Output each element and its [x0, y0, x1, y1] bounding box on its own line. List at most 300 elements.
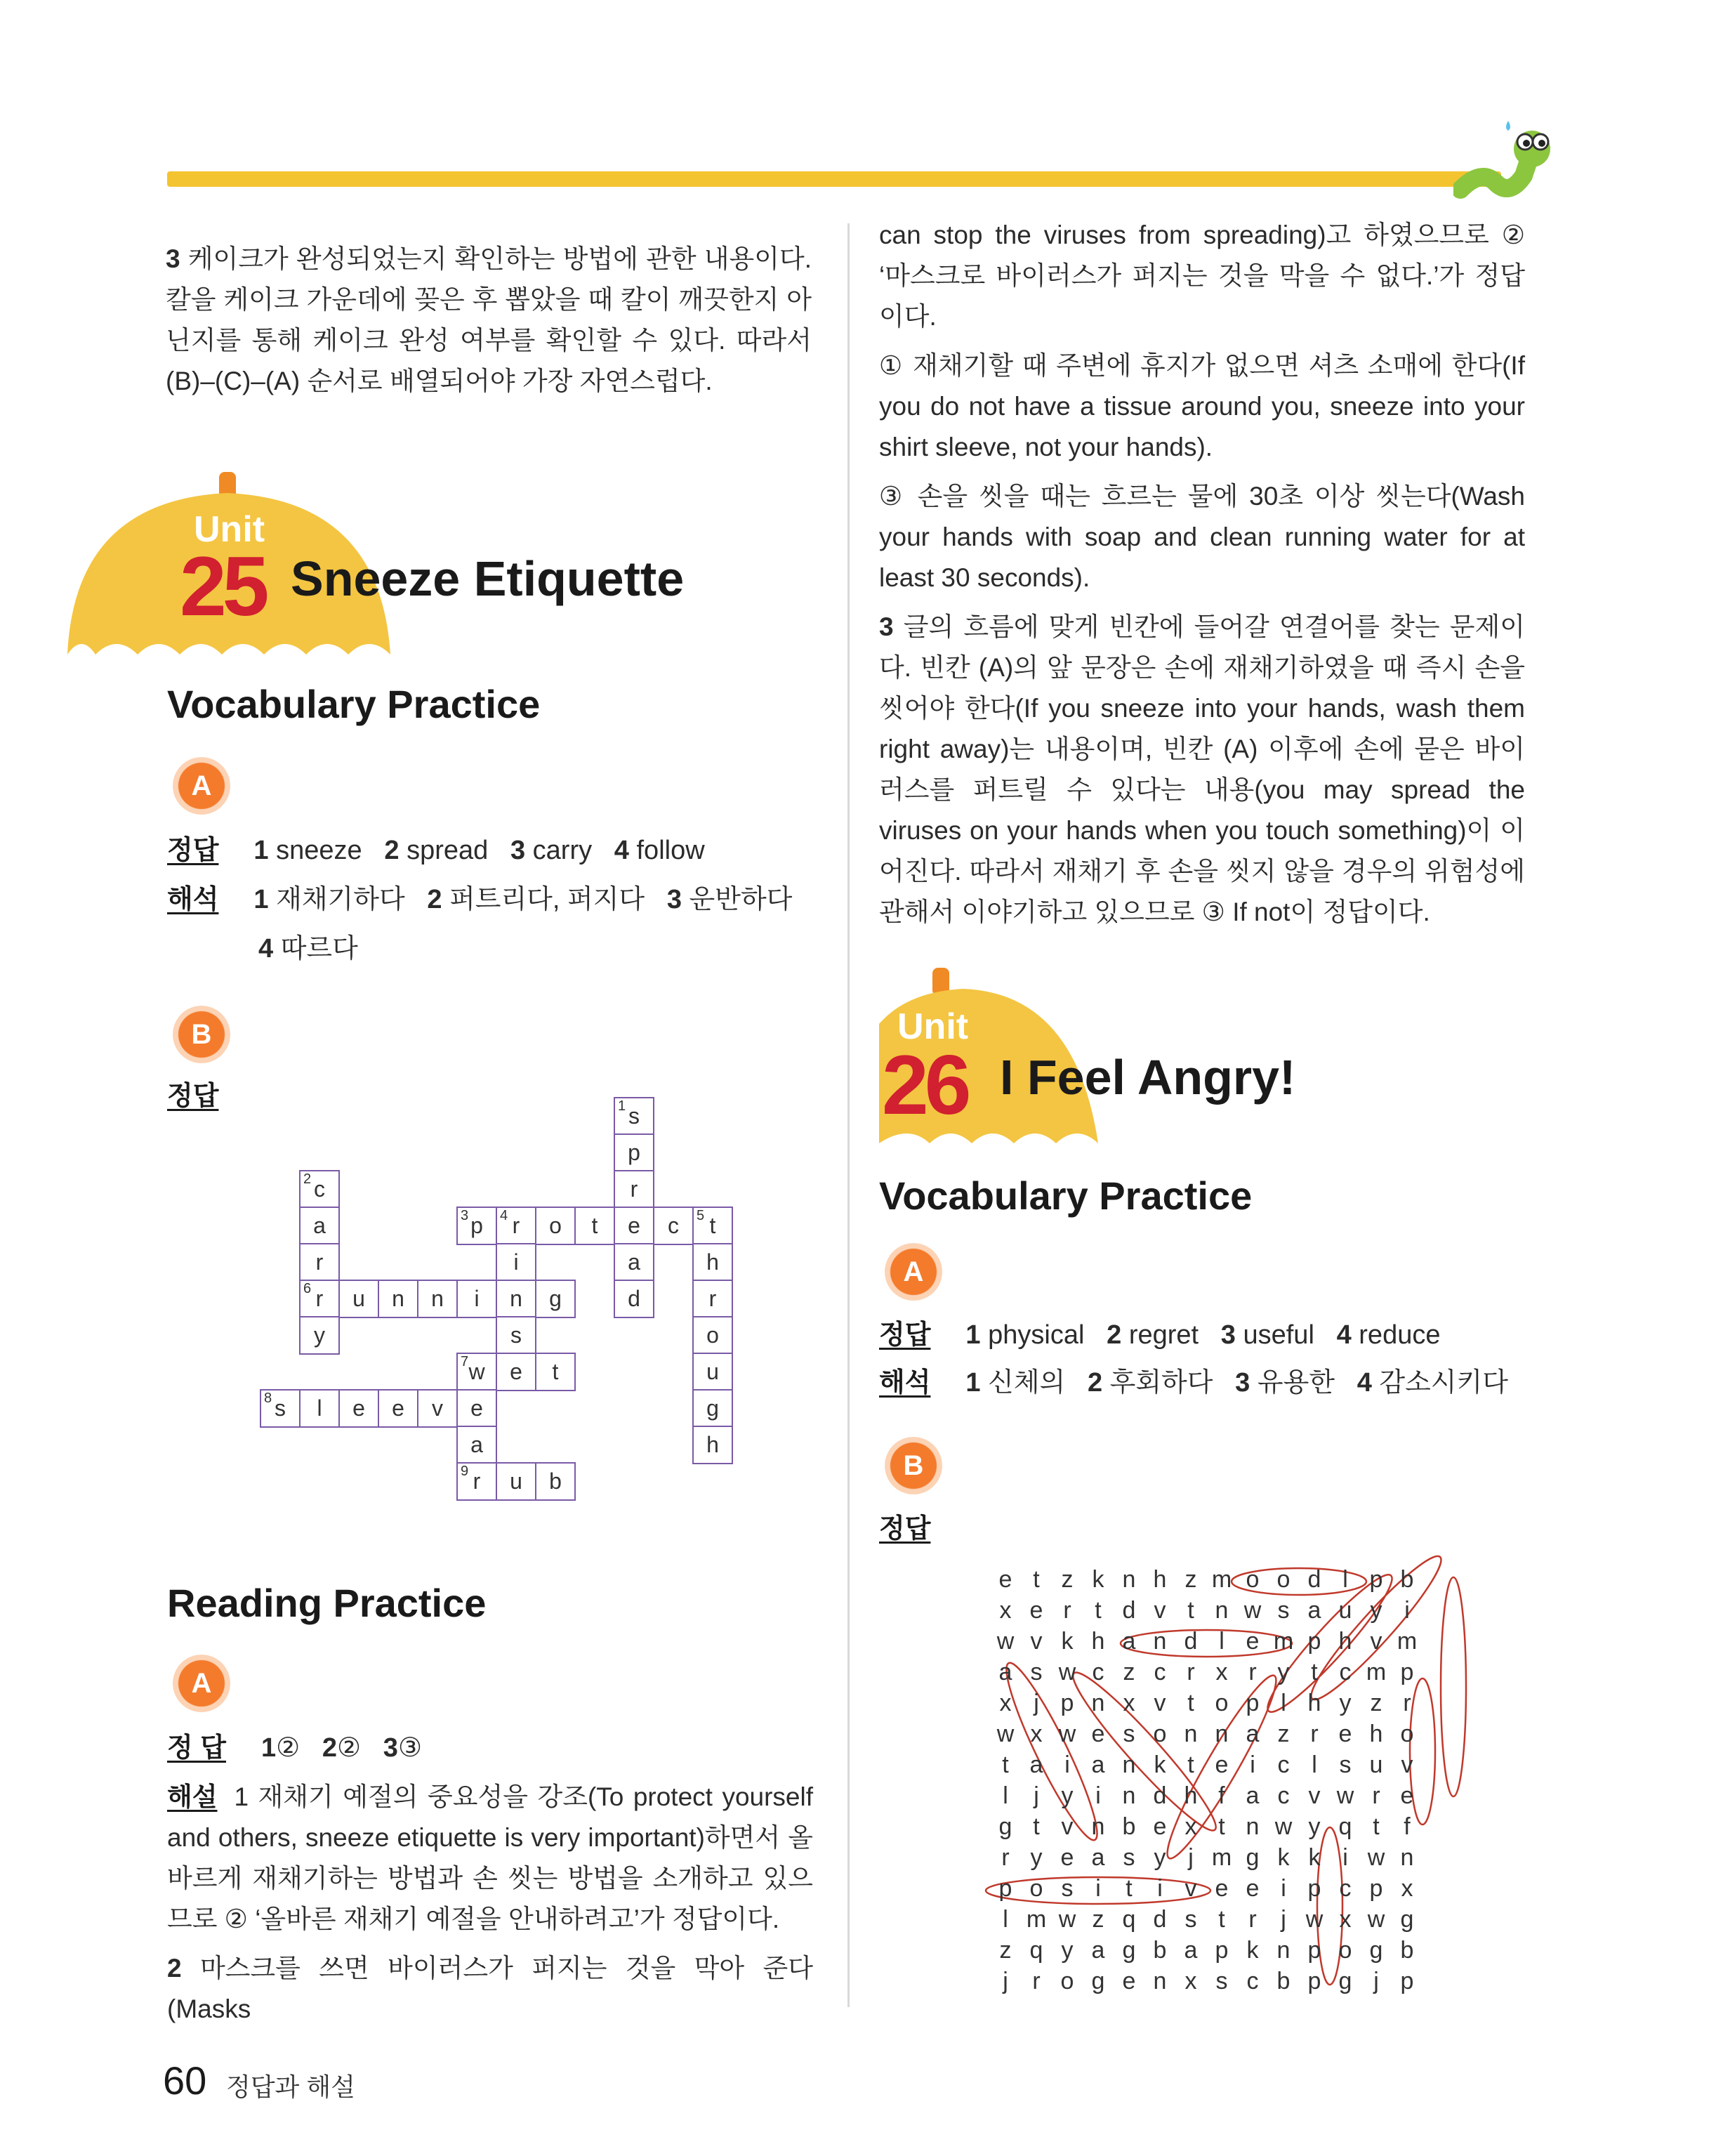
cell-letter: e [392, 1395, 404, 1421]
item-number: 4 [614, 836, 629, 865]
word-search-letter: w [1336, 1782, 1354, 1809]
cell-letter: o [706, 1322, 719, 1348]
word-search-letter: p [998, 1875, 1012, 1902]
crossword-cell [496, 1280, 536, 1318]
item-number: 1 [260, 1733, 277, 1763]
crossword-cell [299, 1280, 340, 1318]
word-search-letter: t [1373, 1813, 1380, 1840]
cell-letter: v [432, 1395, 443, 1421]
circle-limp [1441, 1577, 1466, 1796]
explain-row [167, 882, 792, 917]
crossword-cell [692, 1280, 733, 1318]
badge-letter: A [191, 1668, 212, 1699]
answer-word: spread [407, 836, 489, 865]
clue-number: 2 [303, 1171, 312, 1187]
word-search-letter: o [1246, 1566, 1260, 1593]
footer-label: 정답과 해설 [226, 2072, 355, 2101]
crossword-cell [614, 1243, 654, 1282]
word-search-letter: v [1061, 1813, 1074, 1840]
cell-letter: c [314, 1176, 325, 1202]
word-search-letter: y [1061, 1937, 1074, 1964]
word-search-letter: e [1246, 1628, 1260, 1655]
word-search-letter: i [1095, 1782, 1101, 1809]
answer-label: 정답 [879, 1320, 931, 1350]
word-search-letter: d [1184, 1628, 1198, 1655]
header-bar [167, 171, 1501, 187]
unit-title: I Feel Angry! [1000, 1050, 1296, 1105]
clue-number: 1 [618, 1098, 626, 1114]
explain-row [258, 931, 358, 966]
word-search-letter: e [1029, 1597, 1043, 1624]
meaning: 감소시키다 [1379, 1368, 1508, 1398]
cell-letter: g [706, 1395, 719, 1421]
answer-label: 정답 [167, 1082, 219, 1111]
word-search-letter: s [1277, 1597, 1290, 1624]
cell-letter: r [315, 1286, 324, 1311]
word-search-letter: s [1184, 1906, 1197, 1933]
word-search-letter: w [996, 1628, 1015, 1655]
explanation-text: ① 재채기할 때 주변에 휴지가 없으면 셔츠 소매에 한다(If you do not have a tissue around you, sneeze into your shirt sleeve, not your hands). [879, 351, 1525, 461]
crossword-cell [692, 1243, 733, 1282]
word-search-letter: a [1122, 1628, 1136, 1655]
word-search-letter: o [1338, 1937, 1352, 1964]
word-search-letter: c [1277, 1782, 1290, 1809]
word-search-letter: m [1273, 1628, 1294, 1655]
clue-number: 5 [697, 1208, 705, 1223]
word-search-letter: j [1373, 1968, 1379, 1994]
crossword-cell [496, 1207, 536, 1245]
answer-choice: ② [276, 1733, 301, 1763]
word-search-letter: z [1092, 1906, 1104, 1933]
word-search-letter: v [1401, 1751, 1413, 1778]
word-search-letter: p [1400, 1659, 1414, 1685]
crossword-cell [299, 1170, 340, 1209]
word-search-letter: t [1311, 1659, 1318, 1685]
cell-letter: r [473, 1468, 481, 1494]
word-search-letter: v [1184, 1875, 1197, 1902]
word-search-letter: t [1095, 1597, 1102, 1624]
word-search-letter: s [1215, 1968, 1228, 1994]
word-search-letter: a [1246, 1721, 1260, 1747]
answer-word: regret [1128, 1320, 1199, 1350]
word-search-letter: o [1060, 1968, 1074, 1994]
answer-word: useful [1243, 1320, 1314, 1350]
word-search-letter: i [1064, 1751, 1070, 1778]
word-search-letter: c [1339, 1875, 1352, 1902]
word-search-letter: c [1339, 1659, 1352, 1685]
word-search-letter: v [1308, 1782, 1321, 1809]
word-search-letter: l [1312, 1751, 1317, 1778]
word-search-letter: x [1030, 1721, 1043, 1747]
item-number: 1 [253, 885, 269, 914]
cell-letter: u [706, 1359, 719, 1384]
cell-letter: s [275, 1395, 286, 1421]
meaning: 따르다 [280, 934, 358, 964]
explanation-text: 마스크를 쓰면 바이러스가 퍼지는 것을 막아 준다(Masks [167, 1954, 813, 2023]
cell-letter: r [512, 1213, 520, 1238]
cell-letter: t [709, 1213, 716, 1238]
meaning: 운반하다 [689, 885, 793, 914]
crossword-cell [338, 1389, 379, 1428]
word-search-letter: s [1339, 1751, 1352, 1778]
badge-a [173, 757, 230, 815]
word-search-letter: e [1153, 1813, 1167, 1840]
word-search-letter: j [1034, 1782, 1039, 1809]
word-search-letter: k [1061, 1628, 1074, 1655]
word-search-letter: z [1184, 1566, 1197, 1593]
word-search-letter: y [1370, 1597, 1382, 1624]
section-title-reading: Reading Practice [167, 1581, 487, 1625]
crossword-cell [299, 1316, 340, 1355]
word-search-letter: y [1030, 1844, 1043, 1871]
word-search-letter: n [1153, 1628, 1167, 1655]
word-search-letter: k [1246, 1937, 1259, 1964]
section-title-vocabulary: Vocabulary Practice [167, 682, 541, 726]
word-search-letter: h [1091, 1628, 1105, 1655]
crossword-cell [496, 1243, 536, 1282]
crossword-cell [456, 1280, 497, 1318]
word-search-letter: e [1215, 1875, 1229, 1902]
crossword-cell [535, 1462, 576, 1501]
cell-letter: n [510, 1286, 522, 1311]
explain-label: 해설 [167, 1782, 218, 1811]
item-number: 3 [1235, 1368, 1250, 1398]
word-search-letter: q [1338, 1813, 1352, 1840]
word-search-letter: s [1123, 1844, 1135, 1871]
word-search-letter: m [1211, 1844, 1232, 1871]
word-search-letter: a [1091, 1844, 1105, 1871]
word-search-letter: n [1276, 1937, 1291, 1964]
word-search-letter: o [1153, 1721, 1167, 1747]
word-search-letter: f [1404, 1813, 1411, 1840]
word-search-letter: l [1342, 1566, 1348, 1593]
answer-word: sneeze [276, 836, 362, 865]
crossword-cell [496, 1353, 536, 1391]
explanation-text: 1 재채기 예절의 중요성을 강조(To protect yourself and others, sneeze etiquette is very important)하면서 올바르게 재채기하는 방법과 손 씻는 방법을 소개하고 있으므로 ② ‘올바른 재채기 예절을 안내하려고’가 정답이다. [167, 1782, 813, 1933]
word-search-letter: w [1305, 1906, 1324, 1933]
word-search-letter: e [1060, 1844, 1074, 1871]
word-search-letter: b [1400, 1566, 1414, 1593]
word-search-letter: e [1091, 1721, 1105, 1747]
word-search-letter: o [1400, 1721, 1414, 1747]
intro-paragraph [166, 239, 812, 410]
meaning: 재채기하다 [276, 885, 405, 914]
question-number: 3 [166, 244, 180, 273]
crossword-cell [417, 1280, 458, 1318]
cell-letter: s [628, 1103, 640, 1129]
cell-letter: p [470, 1213, 483, 1238]
cell-letter: l [317, 1395, 322, 1421]
word-search-letter: c [1092, 1659, 1104, 1685]
word-search-letter: y [1061, 1782, 1074, 1809]
cell-letter: e [510, 1359, 522, 1384]
word-search-letter: r [1001, 1844, 1010, 1871]
word-search-letter: k [1154, 1751, 1166, 1778]
clue-number: 7 [461, 1354, 469, 1369]
word-search-letter: n [1122, 1782, 1136, 1809]
answer-row [167, 833, 705, 868]
crossword-cell [614, 1133, 654, 1172]
word-search-letter: e [998, 1566, 1012, 1593]
cell-letter: n [392, 1286, 404, 1311]
cell-letter: e [628, 1213, 640, 1238]
word-search-letter: r [1032, 1968, 1041, 1994]
word-search-letter: l [1219, 1628, 1225, 1655]
word-search-letter: c [1277, 1751, 1290, 1778]
word-search-letter: x [1215, 1659, 1228, 1685]
word-search-letter: s [1123, 1721, 1135, 1747]
unit-number: 26 [882, 1038, 968, 1132]
word-search-letter: o [1029, 1875, 1043, 1902]
word-search-letter: p [1400, 1968, 1414, 1994]
word-search-letter: n [1400, 1844, 1414, 1871]
word-search-letter: r [1403, 1690, 1411, 1716]
word-search-letter: i [1095, 1875, 1101, 1902]
word-search-letter: h [1184, 1782, 1198, 1809]
crossword-cell [338, 1280, 379, 1318]
word-search-letter: a [1246, 1782, 1260, 1809]
cell-letter: p [628, 1140, 640, 1165]
crossword-cell [535, 1353, 576, 1391]
crossword-cell [299, 1389, 340, 1428]
clue-number: 9 [461, 1464, 469, 1479]
page-number: 60 [163, 2058, 207, 2103]
item-number: 2 [384, 836, 400, 865]
word-search-letter: g [1091, 1968, 1105, 1994]
word-search-letter: v [1154, 1690, 1166, 1716]
word-search-letter: n [1215, 1721, 1229, 1747]
word-search-letter: j [1188, 1844, 1194, 1871]
word-search-letter: a [1029, 1751, 1043, 1778]
badge-letter: B [903, 1450, 924, 1481]
word-search-letter: i [1157, 1875, 1163, 1902]
unit-title: Sneeze Etiquette [291, 551, 685, 606]
cell-letter: o [549, 1213, 562, 1238]
explain-row [879, 1365, 1508, 1400]
word-search-letter: t [1187, 1751, 1194, 1778]
cell-letter: b [549, 1468, 562, 1494]
word-search-letter: n [1122, 1566, 1136, 1593]
cell-letter: r [708, 1286, 717, 1311]
word-search-letter: t [1126, 1875, 1133, 1902]
meaning: 퍼트리다, 퍼지다 [449, 885, 645, 914]
word-search-letter: r [1187, 1659, 1195, 1685]
answer-word: carry [532, 836, 593, 865]
word-search-letter: e [1400, 1782, 1414, 1809]
word-search-letter: p [1307, 1875, 1321, 1902]
crossword-cell [614, 1280, 654, 1318]
answer-label: 정답 [879, 1514, 931, 1544]
word-search-letter: w [1274, 1813, 1293, 1840]
word-search-letter: a [1091, 1751, 1105, 1778]
explain-label: 해석 [167, 885, 219, 914]
word-search-letter: g [998, 1813, 1012, 1840]
answer-row [167, 1730, 422, 1766]
word-search-letter: l [1003, 1906, 1008, 1933]
cell-letter: r [315, 1249, 324, 1275]
word-search-letter: a [1184, 1937, 1198, 1964]
crossword-cell [299, 1207, 340, 1245]
word-search-letter: b [1122, 1813, 1136, 1840]
item-number: 4 [258, 934, 274, 964]
word-search-letter: m [1211, 1566, 1232, 1593]
cell-letter: e [470, 1395, 483, 1421]
right-explanation [879, 215, 1525, 941]
word-search-letter: d [1153, 1782, 1167, 1809]
badge-letter: A [903, 1256, 924, 1287]
item-number: 3 [383, 1733, 398, 1763]
cell-letter: c [668, 1213, 679, 1238]
word-search-letter: u [1369, 1751, 1383, 1778]
answer-word: physical [988, 1320, 1085, 1350]
word-search-letter: z [1123, 1659, 1135, 1685]
crossword-cell [417, 1389, 458, 1428]
word-search-letter: p [1307, 1937, 1321, 1964]
word-search-letter: t [1187, 1690, 1194, 1716]
word-search-letter: x [1401, 1875, 1413, 1902]
crossword-cell [692, 1389, 733, 1428]
item-number: 3 [879, 612, 894, 641]
cell-letter: t [552, 1359, 559, 1384]
word-search-letter: h [1153, 1566, 1167, 1593]
word-search-letter: c [1154, 1659, 1166, 1685]
word-search-letter: p [1215, 1937, 1229, 1964]
crossword-cell [692, 1207, 733, 1245]
word-search-letter: x [1184, 1968, 1197, 1994]
item-number: 3 [1220, 1320, 1236, 1350]
unit-number: 25 [180, 539, 265, 633]
word-search-letter: v [1030, 1628, 1043, 1655]
item-number: 3 [666, 885, 682, 914]
word-search-letter: o [1276, 1566, 1291, 1593]
answer-label: 정답 [167, 836, 219, 865]
crossword-cell [456, 1389, 497, 1428]
word-search-letter: y [1277, 1659, 1290, 1685]
badge-b [173, 1006, 230, 1063]
word-search-letter: l [1003, 1782, 1008, 1809]
crossword-cell [614, 1207, 654, 1245]
explanation-text: 글의 흐름에 맞게 빈칸에 들어갈 연결어를 찾는 문제이다. 빈칸 (A)의 앞 문장은 손에 재채기하였을 때 즉시 손을 씻어야 한다(If you sneeze into your hands, wash them right away)는 내용이며, 빈칸 (A) 이후에 손에 묻은 바이러스를 퍼트릴 수 있다는 내용(you may spread the viruses on your hands when you touch something)이 이어진다. 따라서 재채기 후 손을 씻지 않을 경우의 위험성에 관해서 이야기하고 있으므로 ③ If not이 정답이다. [879, 612, 1525, 926]
crossword-cell [535, 1280, 576, 1318]
word-search-letter: d [1153, 1906, 1167, 1933]
answer-row [167, 1079, 253, 1114]
meaning: 후회하다 [1109, 1368, 1213, 1398]
meaning: 유용한 [1257, 1368, 1335, 1398]
word-search-letter: w [996, 1721, 1015, 1747]
answer-label: 정 답 [167, 1733, 226, 1763]
word-search-letter: n [1246, 1813, 1260, 1840]
explanation-text: can stop the viruses from spreading)고 하였으므로 ② ‘마스크로 바이러스가 퍼지는 것을 막을 수 없다.’가 정답이다. [879, 221, 1525, 331]
clue-number: 8 [264, 1391, 272, 1406]
word-search-letter: m [1397, 1628, 1418, 1655]
word-search-letter: m [1026, 1906, 1047, 1933]
word-search-letter: f [1218, 1782, 1225, 1809]
word-search-letter: t [1218, 1813, 1225, 1840]
word-search-letter: e [1246, 1875, 1260, 1902]
answer-row [879, 1317, 1440, 1353]
item-number: 1 [965, 1320, 981, 1350]
section-title-vocabulary: Vocabulary Practice [879, 1174, 1253, 1218]
word-search-letter: g [1246, 1844, 1260, 1871]
cell-letter: i [513, 1249, 519, 1275]
word-search-letter: x [999, 1597, 1012, 1624]
word-search-letter: i [1250, 1751, 1255, 1778]
cell-letter: g [549, 1286, 562, 1311]
word-search-letter: r [1310, 1721, 1319, 1747]
word-search-letter: z [999, 1937, 1012, 1964]
word-search-letter: p [1060, 1690, 1074, 1716]
crossword-cell [496, 1316, 536, 1355]
word-search-letter: q [1029, 1937, 1043, 1964]
word-search-letter: v [1370, 1628, 1382, 1655]
word-search-letter: w [1367, 1906, 1385, 1933]
word-search-letter: p [1369, 1566, 1383, 1593]
word-search-letter: i [1342, 1844, 1348, 1871]
word-search-letter: e [1215, 1751, 1229, 1778]
word-search-letter: t [1033, 1813, 1040, 1840]
word-search-letter: t [1002, 1751, 1009, 1778]
word-search-letter: d [1307, 1566, 1321, 1593]
word-search-letter: k [1308, 1844, 1321, 1871]
word-search-letter: q [1122, 1906, 1136, 1933]
crossword-cell [378, 1389, 418, 1428]
word-search-letter: l [1281, 1690, 1286, 1716]
word-search-letter: b [1276, 1968, 1291, 1994]
cell-letter: n [431, 1286, 444, 1311]
word-search-letter: w [1367, 1844, 1385, 1871]
crossword-cell [614, 1170, 654, 1209]
word-search-letter: h [1369, 1721, 1383, 1747]
word-search-letter: m [1366, 1659, 1387, 1685]
word-search-letter: h [1338, 1628, 1352, 1655]
item-number: 2 [427, 885, 442, 914]
word-search-letter: n [1215, 1597, 1229, 1624]
item-number: 1 [965, 1368, 981, 1398]
worm-mascot-icon [1453, 112, 1552, 211]
word-search-letter: p [1307, 1628, 1321, 1655]
cell-letter: t [591, 1213, 598, 1238]
word-search-letter: x [999, 1690, 1012, 1716]
cell-letter: s [510, 1322, 522, 1348]
word-search-letter: c [1246, 1968, 1259, 1994]
badge-b [885, 1437, 942, 1494]
crossword-cell [574, 1207, 615, 1245]
item-number: 2 [322, 1733, 338, 1763]
cell-letter: r [630, 1176, 638, 1202]
cell-letter: w [468, 1359, 485, 1384]
item-number: 4 [1357, 1368, 1372, 1398]
cell-letter: h [706, 1249, 719, 1275]
word-search-letter: z [1277, 1721, 1290, 1747]
cell-letter: a [313, 1213, 326, 1238]
answer-choice: ③ [397, 1733, 423, 1763]
word-search-letter: k [1092, 1566, 1104, 1593]
crossword-cell [535, 1207, 576, 1245]
column-divider [847, 223, 850, 2007]
word-search-letter: y [1154, 1844, 1166, 1871]
cell-letter: a [470, 1432, 483, 1457]
word-search-letter: j [1281, 1906, 1286, 1933]
word-search-letter: w [1243, 1597, 1262, 1624]
answer-word: reduce [1359, 1320, 1441, 1350]
answer-word: follow [636, 836, 705, 865]
word-search-letter: u [1338, 1597, 1352, 1624]
word-search-letter: a [998, 1659, 1012, 1685]
cell-letter: d [628, 1286, 640, 1311]
word-search-letter: s [1030, 1659, 1043, 1685]
word-search-letter: x [1184, 1813, 1197, 1840]
word-search-letter: o [1215, 1690, 1229, 1716]
